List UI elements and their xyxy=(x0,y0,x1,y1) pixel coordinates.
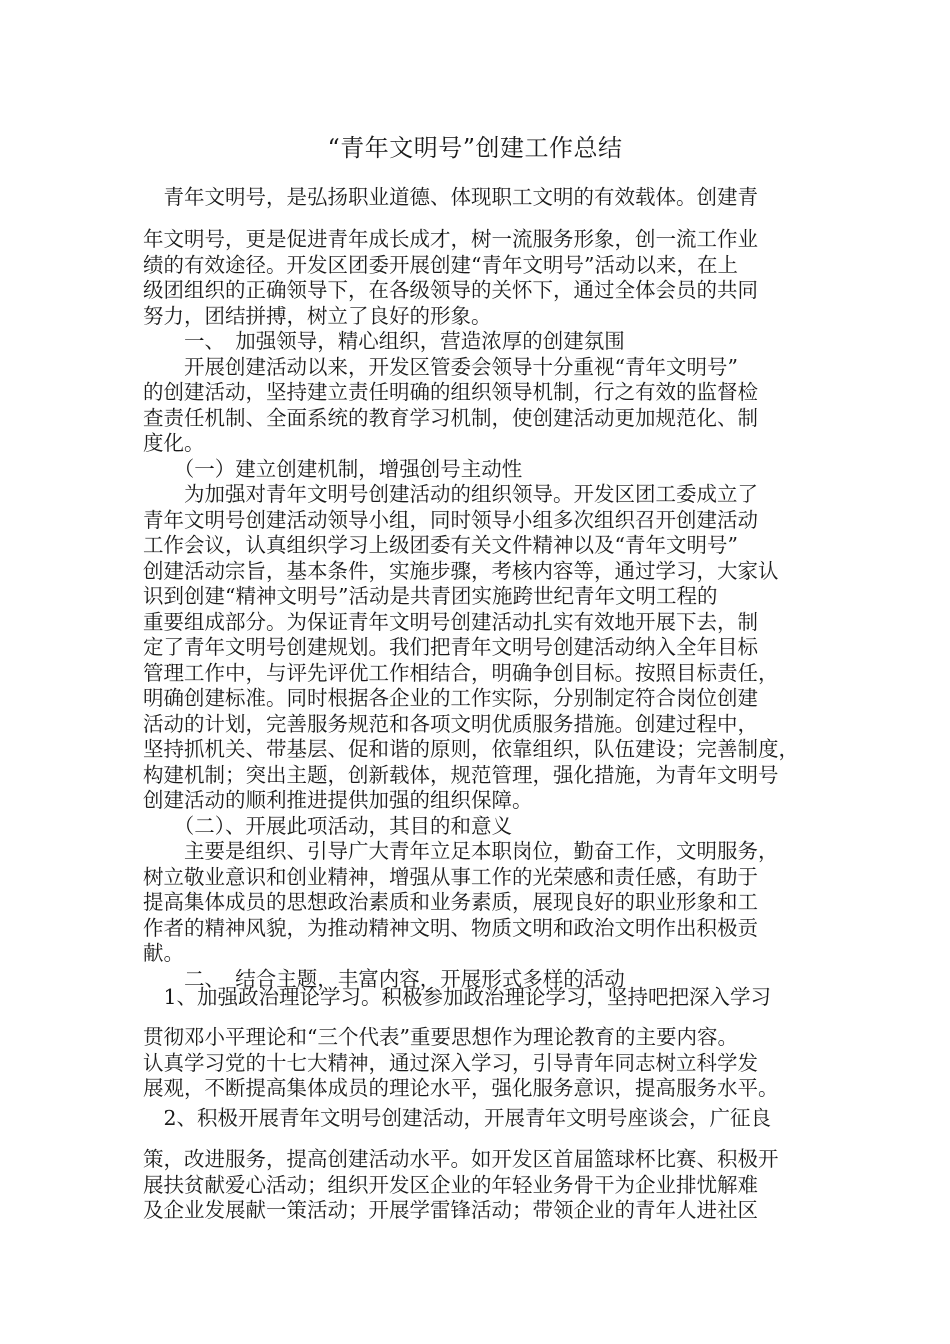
text-line: 为加强对青年文明号创建活动的组织领导。开发区团工委成立了 xyxy=(143,482,758,506)
text-line: （二）、开展此项活动，其目的和意义 xyxy=(143,813,512,838)
text-line: 管理工作中，与评先评优工作相结合，明确争创目标。按照目标责任， xyxy=(143,660,779,685)
text-line: 努力，团结拼搏，树立了良好的形象。 xyxy=(143,303,492,328)
paragraph-block xyxy=(143,1106,817,1132)
paragraph-block xyxy=(143,1025,817,1102)
text-line: 级团组织的正确领导下，在各级领导的关怀下，通过全体会员的共同 xyxy=(143,278,758,302)
text-line: 贯彻邓小平理论和“三个代表”重要思想作为理论教育的主要内容。 xyxy=(143,1025,738,1049)
text-line: 创建活动的顺利推进提供加强的组织保障。 xyxy=(143,788,533,812)
text-line: （一）建立创建机制，增强创号主动性 xyxy=(143,456,523,481)
text-line: 提高集体成员的思想政治素质和业务素质，展现良好的职业形象和工 xyxy=(143,890,758,914)
text-line: 创建活动宗旨，基本条件，实施步骤，考核内容等，通过学习，大家认 xyxy=(143,558,779,583)
text-line: 展扶贫献爱心活动；组织开发区企业的年轻业务骨干为企业排忧解难 xyxy=(143,1172,758,1197)
text-line: 工作会议，认真组织学习上级团委有关文件精神以及“青年文明号” xyxy=(143,533,738,557)
text-line: 的创建活动，坚持建立责任明确的组织领导机制，行之有效的监督检 xyxy=(143,380,758,404)
text-line: 二、 结合主题，丰富内容，开展形式多样的活动 xyxy=(143,966,625,991)
paragraph-block xyxy=(143,185,817,211)
text-line: 献。 xyxy=(143,941,184,965)
text-line: 年文明号，更是促进青年成长成才，树一流服务形象，创一流工作业 xyxy=(143,227,758,251)
text-line: 主要是组织、引导广大青年立足本职岗位，勤奋工作，文明服务， xyxy=(143,839,779,863)
text-line: 策，改进服务，提高创建活动水平。如开发区首届篮球杯比赛、积极开 xyxy=(143,1147,779,1171)
text-line: 一、 加强领导，精心组织，营造浓厚的创建氛围 xyxy=(143,329,625,353)
text-line: 定了青年文明号创建规划。我们把青年文明号创建活动纳入全年目标 xyxy=(143,635,758,659)
paragraph-block xyxy=(143,1147,817,1224)
text-line: 青年文明号创建活动领导小组，同时领导小组多次组织召开创建活动 xyxy=(143,507,758,532)
paragraph-block xyxy=(143,985,817,1011)
text-line: 树立敬业意识和创业精神，增强从事工作的光荣感和责任感，有助于 xyxy=(143,864,758,889)
text-line: 及企业发展献一策活动；开展学雷锋活动；带领企业的青年人进社区 xyxy=(143,1198,758,1222)
text-line: 1、加强政治理论学习。积极参加政治理论学习，坚持吧把深入学习 xyxy=(143,985,772,1009)
text-line: 作者的精神风貌，为推动精神文明、物质文明和政治文明作出积极贡 xyxy=(143,915,758,940)
text-line: 识到创建“精神文明号”活动是共青团实施跨世纪青年文明工程的 xyxy=(143,584,718,608)
text-line: 明确创建标准。同时根据各企业的工作实际，分别制定符合岗位创建 xyxy=(143,686,758,710)
text-line: 坚持抓机关、带基层、促和谐的原则，依靠组织，队伍建设；完善制度， xyxy=(143,737,799,761)
text-line: 开展创建活动以来，开发区管委会领导十分重视“青年文明号” xyxy=(143,354,738,379)
document-title: “青年文明号”创建工作总结 xyxy=(327,134,623,162)
text-line: 认真学习党的十七大精神，通过深入学习，引导青年同志树立科学发 xyxy=(143,1050,758,1075)
text-line: 查责任机制、全面系统的教育学习机制，使创建活动更加规范化、制 xyxy=(143,405,758,430)
text-line: 展观，不断提高集体成员的理论水平，强化服务意识，提高服务水平。 xyxy=(143,1076,779,1100)
text-line: 2、积极开展青年文明号创建活动，开展青年文明号座谈会，广征良 xyxy=(143,1106,772,1130)
text-line: 青年文明号，是弘扬职业道德、体现职工文明的有效载体。创建青 xyxy=(143,185,758,209)
text-line: 重要组成部分。为保证青年文明号创建活动扎实有效地开展下去，制 xyxy=(143,609,758,634)
text-line: 绩的有效途径。开发区团委开展创建“青年文明号”活动以来，在上 xyxy=(143,252,738,277)
text-line: 度化。 xyxy=(143,431,205,455)
text-line: 构建机制；突出主题，创新载体，规范管理，强化措施，为青年文明号 xyxy=(143,762,779,787)
paragraph-block xyxy=(143,227,817,992)
text-line: 活动的计划，完善服务规范和各项文明优质服务措施。创建过程中， xyxy=(143,711,758,736)
